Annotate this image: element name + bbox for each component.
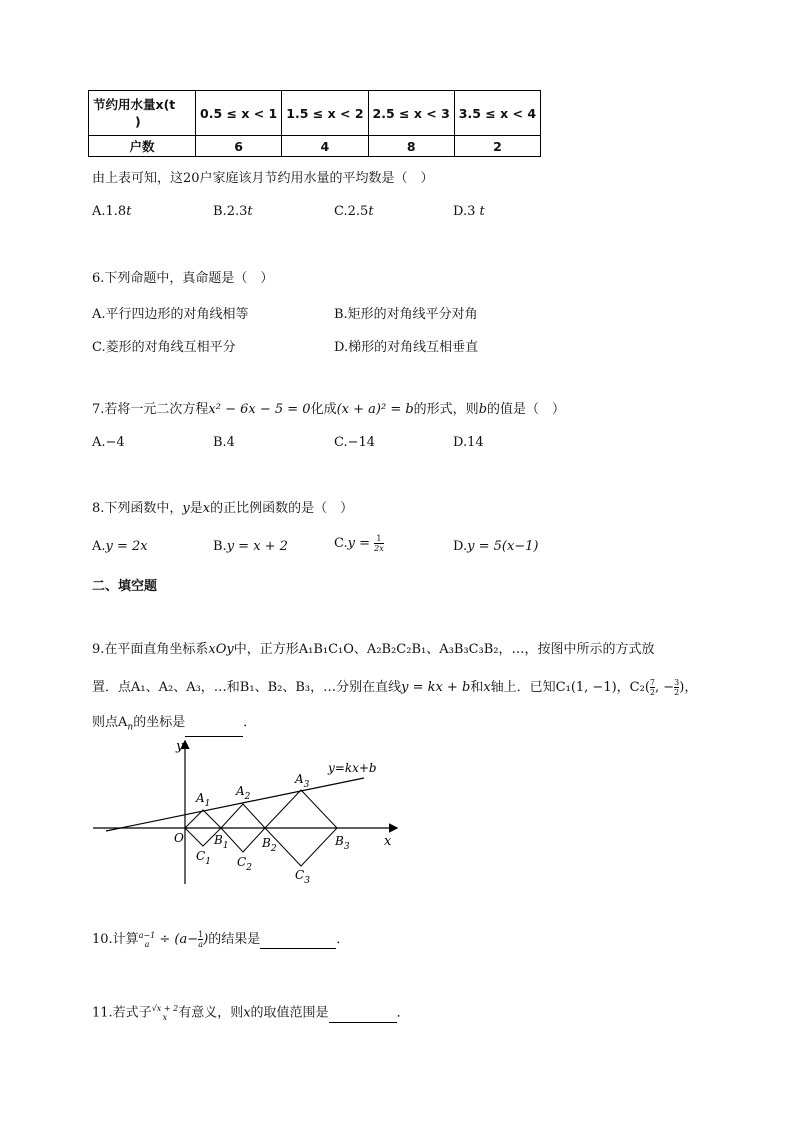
point-c3: $C_3$ bbox=[295, 868, 310, 886]
fraction-denominator: 2x bbox=[374, 544, 384, 553]
option-letter: B. bbox=[213, 204, 227, 219]
table-row bbox=[89, 136, 541, 157]
option-letter: C. bbox=[334, 536, 348, 551]
q8-option-b bbox=[213, 539, 288, 554]
table-header-cell: 2.5 ≤ x < 3 bbox=[368, 91, 454, 136]
question-9-line-1 bbox=[92, 641, 655, 659]
q5-option-b bbox=[213, 204, 253, 219]
question-6-stem: 6.下列命题中，真命题是（ ） bbox=[92, 271, 274, 286]
q11-text: ． bbox=[396, 1005, 410, 1021]
table-header-cell: 0.5 ≤ x < 1 bbox=[196, 91, 282, 136]
section-heading: 二、填空题 bbox=[92, 579, 158, 594]
fraction-numerator: 7 bbox=[649, 678, 655, 687]
table-cell: 4 bbox=[282, 136, 368, 157]
question-9-line-2 bbox=[92, 678, 697, 697]
point-b2: $B_2$ bbox=[262, 836, 277, 854]
q7-prefix: 7.若将一元二次方程 bbox=[92, 402, 209, 417]
table-header-cell: 1.5 ≤ x < 2 bbox=[282, 91, 368, 136]
q7-form: (x + a)² = b bbox=[336, 402, 414, 417]
fraction-denominator: 2 bbox=[649, 688, 655, 697]
q8-tail: 的正比例函数的是（ ） bbox=[210, 501, 354, 516]
q6-option-b: B.矩形的对角线平分对角 bbox=[334, 307, 478, 322]
option-unit: t bbox=[368, 204, 374, 219]
q7-suffix: 的形式，则 bbox=[413, 402, 479, 417]
option-letter: B. bbox=[213, 539, 227, 554]
q9-text: 则点A bbox=[92, 715, 128, 730]
q5-option-a bbox=[92, 204, 131, 219]
fraction-numerator: a−1 bbox=[138, 930, 156, 940]
q7-option-a: A.−4 bbox=[92, 435, 125, 450]
q8-option-a bbox=[92, 539, 148, 554]
q11-fraction bbox=[152, 1004, 179, 1022]
option-unit: t bbox=[475, 204, 485, 219]
q9-subscript: n bbox=[127, 722, 134, 733]
question-11 bbox=[92, 1004, 410, 1023]
option-value: 2.5 bbox=[347, 204, 369, 219]
line-label: y=kx+b bbox=[328, 761, 377, 775]
q9-text: 轴上．已知C₁(1, −1)，C₂( bbox=[490, 680, 650, 695]
option-letter: C. bbox=[334, 204, 348, 219]
header-label-text: 节约用水量x(t bbox=[93, 97, 176, 112]
q8-option-c bbox=[334, 534, 384, 553]
q10-fraction-1 bbox=[139, 931, 156, 949]
answer-blank[interactable] bbox=[260, 934, 336, 949]
squares-figure bbox=[88, 732, 408, 890]
q7-option-d: D.14 bbox=[453, 435, 484, 450]
fraction-numerator: 3 bbox=[674, 678, 680, 687]
table-row-label: 户数 bbox=[89, 136, 196, 157]
q6-option-a: A.平行四边形的对角线相等 bbox=[92, 307, 249, 322]
point-a3: $A_3$ bbox=[295, 772, 310, 790]
option-unit: t bbox=[126, 204, 132, 219]
option-unit: t bbox=[247, 204, 253, 219]
option-value: 3 bbox=[467, 204, 476, 219]
q7-mid: 化成 bbox=[310, 402, 337, 417]
q10-operator: ÷ (a− bbox=[155, 932, 199, 947]
option-value: 2.3 bbox=[226, 204, 248, 219]
q8-prefix: 8.下列函数中， bbox=[92, 501, 183, 516]
q9-x: x bbox=[483, 680, 491, 695]
table-header-label bbox=[89, 91, 196, 136]
fraction-numerator: √x + 2 bbox=[151, 1004, 179, 1013]
option-fraction bbox=[374, 534, 384, 553]
q7-option-c: C.−14 bbox=[334, 435, 376, 450]
fraction-denominator: a bbox=[144, 939, 150, 949]
q8-option-d bbox=[453, 539, 539, 554]
point-a2: $A_2$ bbox=[236, 784, 251, 802]
q6-option-c: C.菱形的对角线互相平分 bbox=[92, 340, 236, 355]
point-b1: $B_1$ bbox=[214, 833, 229, 851]
point-a1: $A_1$ bbox=[196, 791, 211, 809]
x-axis-label: x bbox=[384, 834, 392, 849]
option-letter: A. bbox=[92, 539, 106, 554]
q9-text: 的坐标是 bbox=[133, 715, 186, 730]
table-cell: 6 bbox=[196, 136, 282, 157]
q11-text: 11.若式子 bbox=[92, 1005, 152, 1021]
q5-option-c bbox=[334, 204, 374, 219]
q9-text: 和 bbox=[470, 680, 484, 695]
fraction-denominator: x bbox=[162, 1013, 168, 1022]
point-c1: $C_1$ bbox=[196, 849, 211, 867]
q10-text: 10.计算 bbox=[92, 932, 139, 947]
option-expr: y = bbox=[347, 536, 375, 551]
q7-var: b bbox=[478, 402, 488, 417]
question-8-stem bbox=[92, 500, 353, 518]
q9-text: , − bbox=[654, 680, 675, 695]
q11-text: 的取值范围是 bbox=[250, 1005, 329, 1021]
point-c2: $C_2$ bbox=[237, 855, 252, 873]
q11-text: 有意义，则 bbox=[178, 1005, 244, 1021]
option-value: 1.8 bbox=[105, 204, 127, 219]
q9-line-eq: y = kx + b bbox=[401, 680, 471, 695]
point-b3: $B_3$ bbox=[335, 834, 350, 852]
fraction-denominator: a bbox=[198, 940, 204, 949]
q10-text: 的结果是 bbox=[208, 932, 261, 947]
q9-text: ． bbox=[243, 715, 257, 730]
q8-y: y bbox=[182, 501, 190, 516]
q10-close: ) bbox=[203, 932, 209, 947]
q6-option-d: D.梯形的对角线互相垂直 bbox=[334, 340, 479, 355]
q9-xoy: xOy bbox=[208, 642, 234, 657]
q9-text: 中，正方形A₁B₁C₁O、A₂B₂C₂B₁、A₃B₃C₃B₂，…，按图中所示的方式放 bbox=[233, 642, 655, 657]
fraction-numerator: 1 bbox=[198, 930, 204, 939]
header-label-tail: ) bbox=[135, 114, 141, 129]
q10-text: ． bbox=[336, 932, 350, 947]
q9-text: 9.在平面直角坐标系 bbox=[92, 642, 209, 657]
q5-option-d bbox=[453, 204, 485, 219]
q8-mid: 是 bbox=[189, 501, 203, 516]
q7-equation: x² − 6x − 5 = 0 bbox=[208, 402, 311, 417]
q9-text: )， bbox=[679, 680, 698, 695]
option-expr: y = 5(x−1) bbox=[467, 539, 539, 554]
q9-text: 置．点A₁、A₂、A₃，…和B₁、B₂、B₃，…分别在直线 bbox=[92, 680, 402, 695]
option-letter: D. bbox=[453, 539, 468, 554]
answer-blank[interactable] bbox=[329, 1008, 397, 1023]
question-5-stem: 由上表可知，这20户家庭该月节约用水量的平均数是（ ） bbox=[92, 171, 434, 186]
option-expr: y = x + 2 bbox=[226, 539, 288, 554]
option-expr: y = 2x bbox=[105, 539, 148, 554]
option-letter: A. bbox=[92, 204, 106, 219]
option-letter: D. bbox=[453, 204, 468, 219]
q11-var: x bbox=[243, 1005, 251, 1021]
q8-x: x bbox=[202, 501, 211, 516]
question-7-stem bbox=[92, 401, 565, 419]
fraction-numerator: 1 bbox=[374, 534, 384, 544]
table-cell: 8 bbox=[368, 136, 454, 157]
question-10 bbox=[92, 930, 349, 949]
fraction-denominator: 2 bbox=[674, 688, 680, 697]
table-cell: 2 bbox=[454, 136, 540, 157]
table-header-cell: 3.5 ≤ x < 4 bbox=[454, 91, 540, 136]
water-saving-table bbox=[88, 90, 541, 157]
table-header-row bbox=[89, 91, 541, 136]
q7-tail: 的值是（ ） bbox=[487, 402, 566, 417]
origin-label: O bbox=[174, 831, 184, 845]
y-axis-label: y bbox=[176, 739, 184, 754]
q7-option-b: B.4 bbox=[213, 435, 235, 450]
line-y-kx-b bbox=[106, 778, 364, 831]
